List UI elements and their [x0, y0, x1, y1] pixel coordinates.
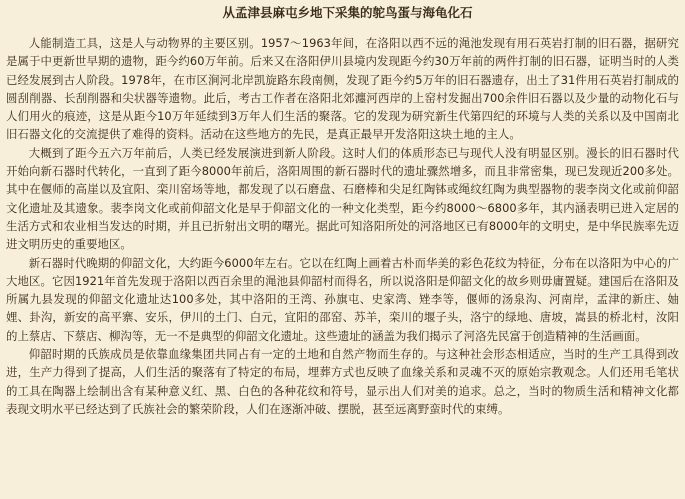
paragraph-2: 大概到了距今五六万年前后，人类已经发展演进到新人阶段。这时人们的体质形态已与现代人没有明显区别。漫长的旧石器时代开始向新石器时代转化，一直到了距今8000年前后，洛阳周围的新石器时代的遗址骤然增多，而且非常密集，现已发现近200多处。其中在偃师的高崖以及宜阳、栾川窑场等地，都发现了以石磨盘、石磨棒和尖足红陶钵或绳纹红陶为典型器物的裴李岗文化或前仰韶文化遗址及其遗象。裴李岗文化或前仰韶文化是早于仰韶文化的一种文化类型，距今约8000～6800多年，其内涵表明已进入定居的生活方式和农业相当发达的时期，并且已折射出文明的曙光。据此可知洛阳所处的河洛地区已有8000年的文明史，是中华民族率先迈进文明历史的重要地区。 — [6, 145, 679, 252]
paragraph-1: 人能制造工具，这是人与动物界的主要区别。1957～1963年间，在洛阳以西不远的渑池发现有用石英岩打制的旧石器，据研究是属于中更新世早期的遗物，距今约60万年前。后来又在洛阳伊川县境内发现距今约30万年前的两件打制的旧石器，证明当时的人类已经发展到古人阶段。1978年，在市区涧河北岸凯旋路东段南侧，发现了距今约5万年的旧石器遗存，出土了31件用石英岩打制成的圆刮削器、长刮削器和尖状器等遗物。此后，考古工作者在洛阳北郊瀍河西岸的上窑村发掘出700余件旧石器以及少量的动物化石与人们用火的痕迹，这是从距今10万年延续到3万年人们生活的聚落。它的发现为研究新生代第四纪的环境与人类的关系以及中国南北旧石器文化的交流提供了难得的资料。活动在这些地方的先民，是真正最早开发洛阳这块土地的主人。 — [6, 36, 679, 142]
paragraph-3: 新石器时代晚期的仰韶文化，大约距今6000年左右。它以在红陶上画着古朴而华美的彩色花纹为特征，分布在以洛阳为中心的广大地区。它因1921年首先发现于洛阳以西百余里的渑池县仰韶村而得名，所以说洛阳是仰韶文化的故乡则毋庸置疑。建国后在洛阳及所属九县发现的仰韶文化遗址达100多处，其中洛阳的王湾、孙旗屯、史家湾、矬李等，偃师的汤泉沟、河南岸，孟津的新庄、妯娌、卦沟，新安的高平寨、安乐，伊川的土门、白元，宜阳的邵窑、苏羊，栾川的堰子头，洛宁的绿地、唐坡，嵩县的桥北村，汝阳的上蔡店、下蔡店、柳沟等，无一不是典型的仰韶文化遗址。这些遗址的涵盖为我们揭示了河洛先民富于创造精神的生活画面。 — [6, 255, 679, 343]
article-title: 从孟津县麻屯乡地下采集的鸵鸟蛋与海龟化石 — [222, 5, 473, 20]
paragraph-4: 仰韶时期的氏族成员是依靠血缘集团共同占有一定的土地和自然产物而生存的。与这种社会形态相适应，当时的生产工具得到改进，生产力得到了提高，人们生活的聚落有了特定的布局，埋葬方式也反映了血缘关系和灵魂不灭的原始宗教观念。人们还用毛笔状的工具在陶器上绘制出含有某种意义红、黑、白色的各种花纹和符号，显示出人们对美的追求。总之，当时的物质生活和精神文化都表现文明水平已经达到了氏族社会的繁荣阶段，人们在逐渐冲破、摆脱，甚至远离野蛮时代的束缚。 — [6, 347, 679, 416]
